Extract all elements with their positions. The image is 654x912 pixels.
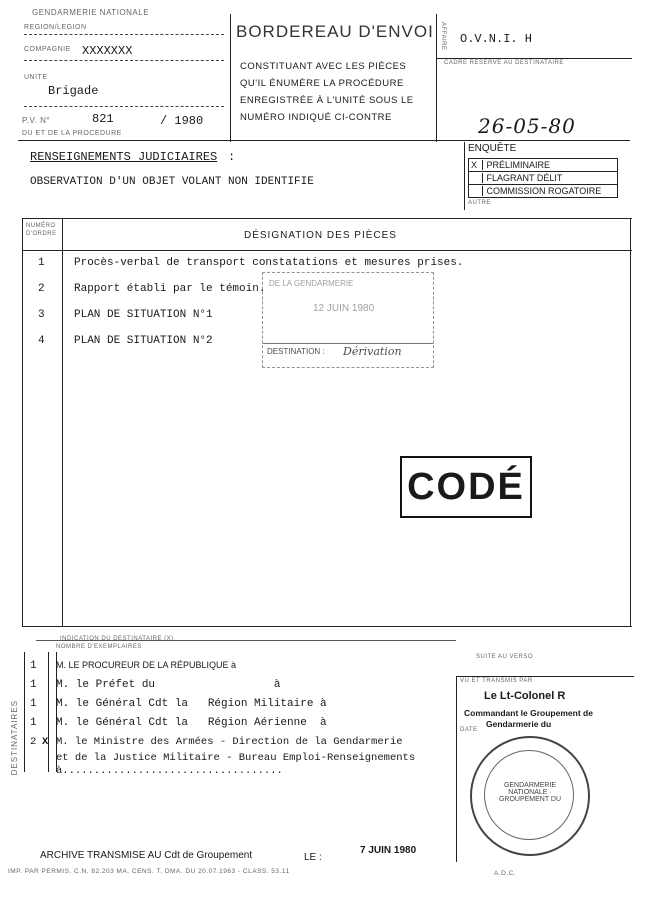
- enquete-label: ENQUÊTE: [468, 143, 517, 154]
- cadre-label: CADRE RÉSERVÉ AU DESTINATAIRE: [444, 60, 564, 66]
- bordereau-line: NUMÉRO INDIQUÉ CI-CONTRE: [240, 112, 392, 123]
- pv-sub: DU ET DE LA PROCEDURE: [22, 130, 122, 137]
- signature-line1: Le Lt-Colonel R: [484, 690, 566, 702]
- enquete-options: [468, 158, 618, 198]
- distribution-header2: NOMBRE D'EXEMPLAIRES: [56, 644, 142, 650]
- dist-count: 1: [30, 717, 37, 729]
- signature-line2: Commandant le Groupement de: [464, 708, 593, 718]
- dist-text: M. le Préfet du à: [56, 679, 281, 691]
- col-designation-header: DÉSIGNATION DES PIÈCES: [244, 230, 397, 241]
- row-number: 4: [38, 335, 45, 347]
- dist-text: et de la Justice Militaire - Bureau Emploi-Renseignements: [56, 752, 416, 764]
- footer-le: LE :: [304, 852, 322, 863]
- distribution-row: [30, 656, 470, 676]
- row-number: 2: [38, 283, 45, 295]
- code-stamp: CODÉ: [400, 456, 532, 518]
- signature-label: VU ET TRANSMIS PAR: [460, 678, 533, 684]
- dist-count: 1: [30, 660, 37, 672]
- suite-verso: SUITE AU VERSO: [476, 654, 534, 660]
- distribution-header: INDICATION DU DESTINATAIRE (X): [60, 636, 174, 642]
- bordereau-line: QU'IL ÉNUMÈRE LA PROCÉDURE: [240, 78, 404, 89]
- bordereau-line: CONSTITUANT AVEC LES PIÈCES: [240, 61, 407, 72]
- row-text: PLAN DE SITUATION N°1: [74, 309, 213, 321]
- unit-value: Brigade: [48, 84, 99, 98]
- received-stamp: [262, 272, 434, 368]
- dist-count: 2: [30, 736, 37, 748]
- distribution-list: [30, 656, 470, 778]
- bordereau-line: ENREGISTRÉE À L'UNITÉ SOUS LE: [240, 95, 414, 106]
- enquete-option: [468, 158, 618, 172]
- enquete-check: X: [470, 160, 477, 170]
- pv-year: / 1980: [160, 114, 204, 128]
- distribution-row: [30, 765, 470, 778]
- dist-mark: X: [42, 736, 49, 748]
- signature-date-label: DATE: [460, 727, 478, 733]
- footer-date-stamp: 7 JUIN 1980: [360, 845, 417, 856]
- distribution-row: [30, 714, 470, 733]
- subject-colon: :: [228, 150, 236, 164]
- col-number-header: NUMÉRO D'ORDRE: [26, 223, 57, 237]
- enquete-autre: AUTRE: [468, 200, 491, 206]
- affaire-label: AFFAIRE: [440, 22, 446, 51]
- signature-line3: Gendarmerie du: [486, 719, 552, 729]
- distribution-row: [30, 752, 470, 765]
- seal-icon: [470, 736, 590, 856]
- enquete-option: [468, 172, 618, 185]
- unit-label: UNITE: [24, 74, 48, 81]
- destination-label: DESTINATION :: [267, 347, 325, 356]
- row-text: Procès-verbal de transport constatations et mesures prises.: [74, 257, 464, 269]
- dist-text: M. le Général Cdt la Région Aérienne à: [56, 717, 327, 729]
- subject-description: OBSERVATION D'UN OBJET VOLANT NON IDENTIFIE: [30, 176, 314, 188]
- row-number: 3: [38, 309, 45, 321]
- company-value: XXXXXXX: [82, 44, 133, 58]
- received-stamp-date: 12 JUIN 1980: [313, 303, 375, 314]
- enquete-option-label: COMMISSION ROGATOIRE: [482, 186, 602, 196]
- destination-value: Dérivation: [343, 345, 402, 358]
- pv-label: P.V. N°: [22, 116, 51, 125]
- date-handwritten: 26-05-80: [478, 114, 576, 138]
- footer-transmis: ARCHIVE TRANSMISE AU Cdt de Groupement: [40, 850, 253, 861]
- org-label: GENDARMERIE NATIONALE: [32, 8, 150, 17]
- dist-count: 1: [30, 679, 37, 691]
- dist-text: à...................................: [56, 765, 283, 777]
- dist-count: 1: [30, 698, 37, 710]
- footer-imprint: IMP. PAR PERMIS. C.N. 82.203 MA. CENS. T. DMA. DU 20.07.1963 - CLASS. 53.11: [8, 868, 290, 875]
- dist-text: M. LE PROCUREUR DE LA RÉPUBLIQUE à: [56, 660, 237, 670]
- distribution-row: [30, 676, 470, 695]
- distribution-row: [30, 733, 470, 752]
- enquete-option-label: PRÉLIMINAIRE: [482, 160, 551, 170]
- row-text: PLAN DE SITUATION N°2: [74, 335, 213, 347]
- affaire-value: O.V.N.I. H: [460, 32, 533, 46]
- seal-text: GENDARMERIE NATIONALE · GROUPEMENT DU: [498, 782, 562, 803]
- footer-ref: A.D.C.: [494, 870, 517, 877]
- dist-text: M. le Général Cdt la Région Militaire à: [56, 698, 327, 710]
- enquete-option: [468, 185, 618, 198]
- distribution-row: [30, 695, 470, 714]
- bordereau-title: BORDEREAU D'ENVOI: [236, 22, 434, 41]
- row-text: Rapport établi par le témoin.: [74, 283, 266, 295]
- bordereau-lines: [240, 58, 414, 126]
- enquete-option-label: FLAGRANT DÉLIT: [482, 173, 563, 183]
- region-label: REGION/LEGION: [24, 24, 87, 31]
- dist-text: M. le Ministre des Armées - Direction de la Gendarmerie: [56, 736, 403, 748]
- distribution-side-label: DESTINATAIRES: [10, 700, 19, 776]
- company-label: COMPAGNIE: [24, 46, 71, 53]
- subject-title: RENSEIGNEMENTS JUDICIAIRES: [30, 150, 218, 164]
- row-number: 1: [38, 257, 45, 269]
- received-stamp-org: DE LA GENDARMERIE: [269, 279, 354, 288]
- pv-number: 821: [92, 112, 114, 126]
